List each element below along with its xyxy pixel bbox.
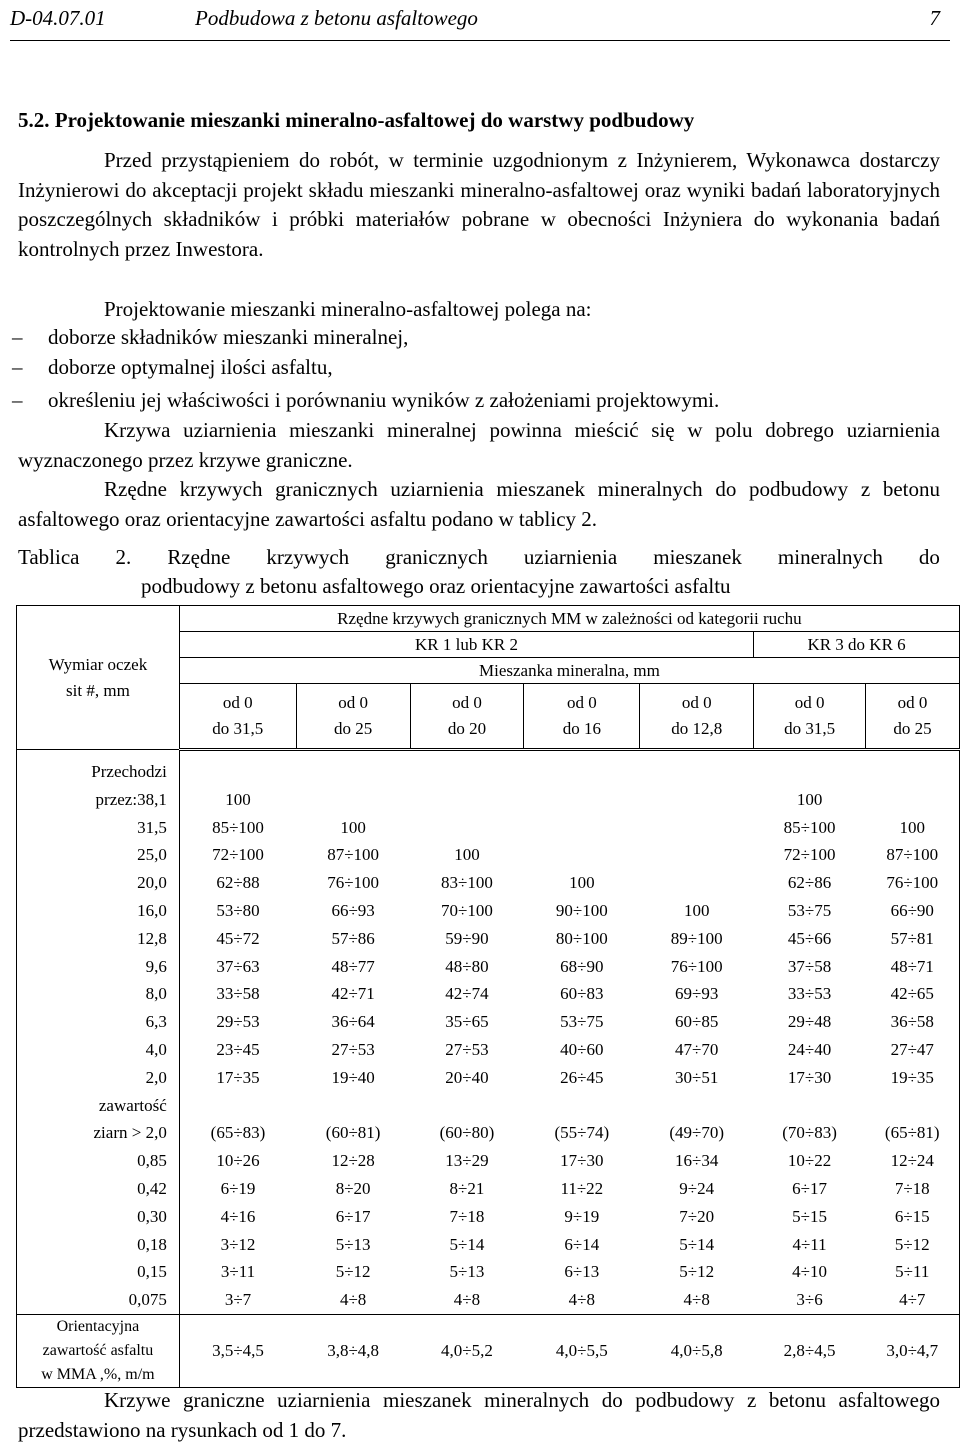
table-cell xyxy=(640,1092,754,1120)
table-cell: 10÷26 xyxy=(216,1151,260,1171)
table-cell: 68÷90 xyxy=(560,956,604,976)
document-title: Podbudowa z betonu asfaltowego xyxy=(195,6,478,30)
table-cell: 100 xyxy=(796,789,823,809)
table-cell: 85÷100 xyxy=(212,817,264,837)
table-cell xyxy=(296,750,410,786)
table-cell: 48÷80 xyxy=(445,956,489,976)
table-cell: 72÷100 xyxy=(212,845,264,865)
table-cell: 57÷86 xyxy=(331,928,375,948)
table-cell xyxy=(524,1092,640,1120)
table-cell xyxy=(640,750,754,786)
table-cell: 12÷28 xyxy=(331,1151,375,1171)
table-cell: 100 xyxy=(569,873,595,893)
table-cell: 5÷12 xyxy=(866,1231,960,1259)
asphalt-row xyxy=(17,1314,960,1387)
table-cell xyxy=(866,750,960,786)
table-cell: 5÷12 xyxy=(335,1262,371,1282)
list-item: – doborze optymalnej ilości asfaltu, xyxy=(12,355,333,379)
table-cell: 7÷18 xyxy=(449,1206,485,1226)
paragraph-design: Projektowanie mieszanki mineralno-asfaltowej polega na: xyxy=(104,297,592,321)
table-cell: 36÷64 xyxy=(331,1012,375,1032)
table-cell: 4÷10 xyxy=(792,1262,827,1282)
table-cell xyxy=(640,786,754,814)
table-cell: 100 xyxy=(225,789,251,809)
caption-word: Rzędne xyxy=(167,545,231,569)
table-cell: 8÷21 xyxy=(449,1178,485,1198)
table-row xyxy=(17,980,960,1008)
table-cell: 17÷30 xyxy=(787,1067,832,1087)
section-title: 5.2. Projektowanie mieszanki mineralno-asfaltowej do warstwy podbudowy xyxy=(18,108,695,132)
table-cell: 72÷100 xyxy=(783,845,836,865)
table-cell: 45÷72 xyxy=(216,928,260,948)
sieve-label: 12,8 xyxy=(17,925,180,953)
table-cell xyxy=(179,1092,296,1120)
table-cell: 42÷65 xyxy=(866,980,960,1008)
asphalt-value: 3,8÷4,8 xyxy=(296,1314,410,1387)
table-cell: 27÷53 xyxy=(331,1039,375,1059)
table-cell: 42÷71 xyxy=(331,984,375,1004)
table-cell: 60÷85 xyxy=(675,1012,719,1032)
table-cell: 59÷90 xyxy=(445,928,489,948)
table-cell: (65÷81) xyxy=(866,1119,960,1147)
table-row xyxy=(17,1119,960,1147)
table-cell: 8÷20 xyxy=(335,1178,371,1198)
table-row xyxy=(17,869,960,897)
table-cell: 4÷11 xyxy=(792,1234,827,1254)
asphalt-label: Orientacyjna zawartość asfaltu w MMA ,%, m/m xyxy=(17,1314,180,1387)
table-cell: 17÷35 xyxy=(216,1067,260,1087)
sieve-label: 6,3 xyxy=(17,1008,180,1036)
table-cell: 6÷19 xyxy=(220,1178,256,1198)
table-cell: 62÷86 xyxy=(787,873,832,893)
sieve-header: Wymiar oczek sit #, mm xyxy=(17,606,180,750)
table-cell: 4÷8 xyxy=(683,1290,710,1310)
asphalt-value: 4,0÷5,5 xyxy=(524,1314,640,1387)
table-cell: 19÷40 xyxy=(331,1067,375,1087)
page-header xyxy=(10,4,950,41)
table-cell: (55÷74) xyxy=(554,1123,610,1143)
table-cell: 13÷29 xyxy=(445,1151,489,1171)
table-row xyxy=(17,1092,960,1120)
sieve-label: 9,6 xyxy=(17,953,180,981)
table-row xyxy=(17,1008,960,1036)
table-cell: 19÷35 xyxy=(866,1064,960,1092)
table-cell: 16÷34 xyxy=(675,1151,719,1171)
table-cell: (70÷83) xyxy=(782,1123,837,1143)
table-cell: 27÷47 xyxy=(866,1036,960,1064)
table-cell: 29÷53 xyxy=(216,1012,260,1032)
table-row xyxy=(17,1175,960,1203)
list-item: – doborze składników mieszanki mineralnej, xyxy=(12,325,409,349)
column-header: od 0 do 25 xyxy=(296,684,410,750)
asphalt-value: 4,0÷5,2 xyxy=(410,1314,524,1387)
table-cell: 30÷51 xyxy=(675,1067,719,1087)
table-cell: (60÷80) xyxy=(439,1123,495,1143)
table-row xyxy=(17,1147,960,1175)
asphalt-value: 2,8÷4,5 xyxy=(754,1314,866,1387)
sieve-label: przez:38,1 xyxy=(17,786,180,814)
table-cell: 4÷8 xyxy=(568,1290,595,1310)
sub-header: Mieszanka mineralna, mm xyxy=(179,658,959,684)
sieve-label: 0,30 xyxy=(17,1203,180,1231)
list-item: – określeniu jej właściwości i porównaniu wyników z założeniami projektowymi. xyxy=(12,388,720,412)
caption-word: mieszanek xyxy=(653,545,742,569)
asphalt-value: 4,0÷5,8 xyxy=(640,1314,754,1387)
table-cell: 66÷90 xyxy=(866,897,960,925)
caption-word: krzywych xyxy=(266,545,350,569)
column-header: od 0 do 16 xyxy=(524,684,640,750)
table-cell: 33÷58 xyxy=(216,984,260,1004)
table-cell: 100 xyxy=(454,845,480,865)
table-cell: 76÷100 xyxy=(670,956,723,976)
table-cell: 4÷7 xyxy=(866,1286,960,1314)
table-cell: 5÷15 xyxy=(792,1206,827,1226)
table-cell: 4÷8 xyxy=(453,1290,481,1310)
sieve-label: 0,075 xyxy=(17,1286,180,1314)
table-cell: 70÷100 xyxy=(441,900,493,920)
table-row xyxy=(17,1231,960,1259)
column-header: od 0 do 12,8 xyxy=(640,684,754,750)
table-cell: 17÷30 xyxy=(560,1151,604,1171)
table-cell: 47÷70 xyxy=(675,1039,719,1059)
caption-word: uziarnienia xyxy=(523,545,618,569)
table-cell: 100 xyxy=(683,900,710,920)
table-cell: 42÷74 xyxy=(445,984,489,1004)
table-cell: 27÷53 xyxy=(445,1039,489,1059)
table-cell: 5÷13 xyxy=(335,1234,371,1254)
table-cell: 35÷65 xyxy=(445,1012,489,1032)
table-cell: 66÷93 xyxy=(331,900,375,920)
sieve-label: 16,0 xyxy=(17,897,180,925)
table-row xyxy=(17,1258,960,1286)
grading-table xyxy=(16,605,960,1388)
group-kr3-kr6: KR 3 do KR 6 xyxy=(754,632,960,658)
table-cell: 100 xyxy=(340,817,366,837)
group-kr1-kr2: KR 1 lub KR 2 xyxy=(179,632,753,658)
table-cell: 11÷22 xyxy=(560,1178,604,1198)
table-cell: 3÷12 xyxy=(220,1234,256,1254)
table-cell: 24÷40 xyxy=(787,1039,832,1059)
table-cell: 5÷11 xyxy=(866,1258,960,1286)
column-header: od 0 do 31,5 xyxy=(754,684,866,750)
table-cell xyxy=(754,1092,866,1120)
asphalt-value: 3,5÷4,5 xyxy=(179,1314,296,1387)
table-cell xyxy=(640,814,754,842)
table-cell xyxy=(296,786,410,814)
table-cell xyxy=(524,814,640,842)
caption-word: do xyxy=(918,545,940,569)
paragraph-footer: Krzywe graniczne uziarnienia mieszanek mineralnych do podbudowy z betonu asfaltowego przedstawiono na rysunkach od 1 do 7. xyxy=(18,1388,940,1442)
caption-word: granicznych xyxy=(385,545,488,569)
table-cell: 80÷100 xyxy=(555,928,608,948)
table-cell: 45÷66 xyxy=(787,928,832,948)
asphalt-value: 3,0÷4,7 xyxy=(866,1314,960,1387)
table-cell: 9÷24 xyxy=(679,1178,715,1198)
caption-word: Tablica xyxy=(18,545,80,569)
table-cell: 7÷18 xyxy=(866,1175,960,1203)
table-caption: Tablica 2. Rzędne krzywych granicznych uziarnienia mieszanek mineralnych do podbudowy z betonu asfaltowego oraz orientacyjne zawartości asfaltu xyxy=(18,545,940,598)
table-cell: 40÷60 xyxy=(560,1039,604,1059)
table-row xyxy=(17,1064,960,1092)
table-cell: 6÷17 xyxy=(335,1206,371,1226)
column-header: od 0 do 25 xyxy=(866,684,960,750)
paragraph-intro: Przed przystąpieniem do robót, w terminie uzgodnionym z Inżynierem, Wykonawca dostarczy Inżynierowi do akceptacji projekt składu mieszanki mineralno-asfaltowej oraz wyniki badań laboratoryjnych poszczególnych składników i próbki materiałów pobrane w obecności Inżyniera do wykonania badań kontrolnych przez Inwestora. xyxy=(18,148,940,261)
table-row xyxy=(17,750,960,786)
table-cell: 76÷100 xyxy=(866,869,960,897)
table-row xyxy=(17,841,960,869)
table-cell: 60÷83 xyxy=(560,984,604,1004)
column-header: od 0 do 20 xyxy=(410,684,524,750)
sieve-label: 25,0 xyxy=(17,841,180,869)
table-row xyxy=(17,814,960,842)
sieve-label: 20,0 xyxy=(17,869,180,897)
table-cell: 26÷45 xyxy=(560,1067,604,1087)
sieve-label: 4,0 xyxy=(17,1036,180,1064)
table-cell: 9÷19 xyxy=(564,1206,600,1226)
table-cell xyxy=(410,786,524,814)
column-header: od 0 do 31,5 xyxy=(179,684,296,750)
table-cell: 53÷80 xyxy=(216,900,260,920)
paragraph-curve: Krzywa uziarnienia mieszanki mineralnej powinna mieścić się w polu dobrego uziarnienia wyznaczonego przez krzywe graniczne. xyxy=(18,418,940,472)
sieve-label: 0,15 xyxy=(17,1258,180,1286)
table-cell xyxy=(296,1092,410,1120)
paragraph-reference: Rzędne krzywych granicznych uziarnienia mieszanek mineralnych do podbudowy z betonu asfaltowego oraz orientacyjne zawartości asfaltu podano w tablicy 2. xyxy=(18,477,940,531)
table-cell: 89÷100 xyxy=(670,928,723,948)
table-cell xyxy=(410,1092,524,1120)
table-cell: 57÷81 xyxy=(866,925,960,953)
sieve-label: ziarn > 2,0 xyxy=(17,1119,180,1147)
table-cell: 10÷22 xyxy=(787,1151,832,1171)
table-cell: 53÷75 xyxy=(787,900,832,920)
table-cell: 36÷58 xyxy=(866,1008,960,1036)
sieve-label: 0,42 xyxy=(17,1175,180,1203)
table-cell xyxy=(410,814,524,842)
table-cell: 37÷58 xyxy=(787,956,832,976)
table-cell: 53÷75 xyxy=(560,1012,604,1032)
sieve-label: 0,18 xyxy=(17,1231,180,1259)
table-cell: 3÷11 xyxy=(220,1262,256,1282)
table-cell: 100 xyxy=(866,814,960,842)
table-row xyxy=(17,953,960,981)
table-cell: 5÷14 xyxy=(449,1234,485,1254)
table-cell xyxy=(866,1092,960,1120)
table-cell: (60÷81) xyxy=(325,1123,381,1143)
table-cell: 76÷100 xyxy=(327,873,380,893)
table-cell: 29÷48 xyxy=(787,1012,832,1032)
table-cell: 20÷40 xyxy=(445,1067,489,1087)
table-row xyxy=(17,897,960,925)
table-cell xyxy=(524,841,640,869)
table-cell xyxy=(179,750,296,786)
top-header: Rzędne krzywych granicznych MM w zależności od kategorii ruchu xyxy=(179,606,959,632)
caption-word: 2. xyxy=(115,545,132,569)
table-row xyxy=(17,1286,960,1314)
table-cell: 23÷45 xyxy=(216,1039,260,1059)
table-cell xyxy=(640,841,754,869)
table-row xyxy=(17,1203,960,1231)
table-cell: 62÷88 xyxy=(216,873,260,893)
table-cell: 87÷100 xyxy=(327,845,380,865)
table-cell: 5÷12 xyxy=(679,1262,715,1282)
table-cell: 4÷16 xyxy=(220,1206,256,1226)
table-cell: 5÷13 xyxy=(449,1262,485,1282)
table-cell: 85÷100 xyxy=(783,817,836,837)
table-cell: 90÷100 xyxy=(555,900,608,920)
sieve-label: 31,5 xyxy=(17,814,180,842)
table-cell: (65÷83) xyxy=(210,1123,266,1143)
table-cell: 5÷14 xyxy=(679,1234,715,1254)
table-cell: 4÷8 xyxy=(339,1290,367,1310)
table-cell xyxy=(866,786,960,814)
table-cell: 69÷93 xyxy=(675,984,719,1004)
table-cell: 33÷53 xyxy=(787,984,832,1004)
table-cell: 83÷100 xyxy=(441,873,493,893)
sieve-label: zawartość xyxy=(17,1092,180,1120)
table-cell: 6÷17 xyxy=(792,1178,827,1198)
page-number: 7 xyxy=(929,6,940,30)
table-cell: 6÷13 xyxy=(564,1262,600,1282)
table-cell xyxy=(524,786,640,814)
table-cell: 7÷20 xyxy=(679,1206,715,1226)
table-cell: 48÷77 xyxy=(331,956,375,976)
document-code: D-04.07.01 xyxy=(10,6,106,30)
table-cell: (49÷70) xyxy=(669,1123,725,1143)
sieve-label: 2,0 xyxy=(17,1064,180,1092)
sieve-label: 0,85 xyxy=(17,1147,180,1175)
table-row xyxy=(17,925,960,953)
table-cell: 3÷6 xyxy=(796,1290,823,1310)
caption-word: mineralnych xyxy=(777,545,883,569)
table-cell xyxy=(410,750,524,786)
table-row xyxy=(17,786,960,814)
table-cell: 6÷15 xyxy=(866,1203,960,1231)
table-cell xyxy=(754,750,866,786)
table-cell: 37÷63 xyxy=(216,956,260,976)
table-row xyxy=(17,1036,960,1064)
table-cell: 87÷100 xyxy=(866,841,960,869)
table-cell xyxy=(524,750,640,786)
table-cell: 6÷14 xyxy=(564,1234,600,1254)
table-cell: 12÷24 xyxy=(866,1147,960,1175)
sieve-label: 8,0 xyxy=(17,980,180,1008)
sieve-label: Przechodzi xyxy=(17,750,180,786)
table-cell: 3÷7 xyxy=(224,1290,252,1310)
table-cell xyxy=(640,869,754,897)
table-cell: 48÷71 xyxy=(866,953,960,981)
